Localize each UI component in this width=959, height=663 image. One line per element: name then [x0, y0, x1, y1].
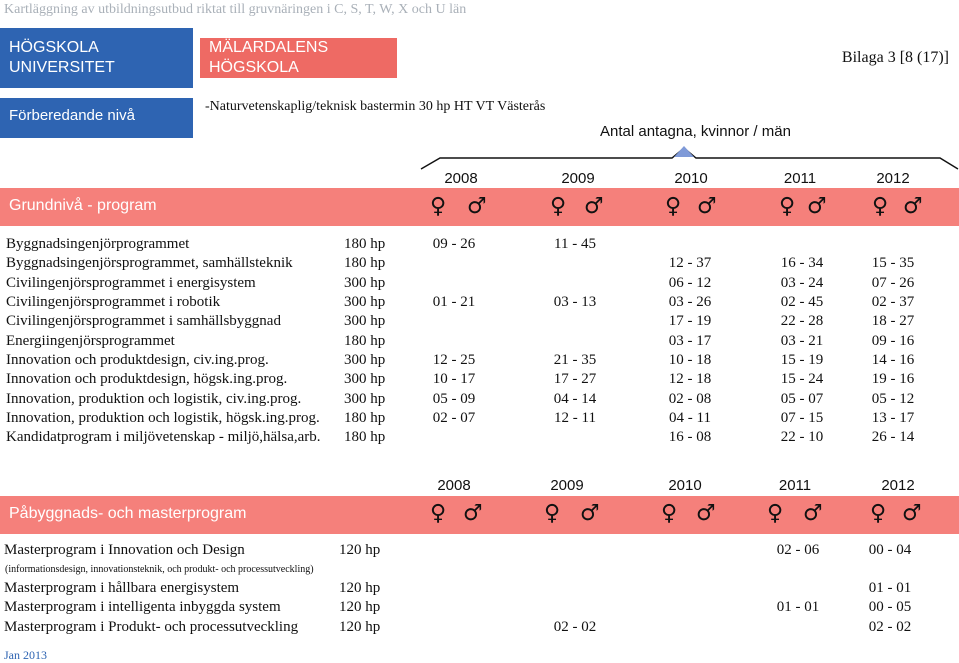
year-2012: 2012	[876, 170, 910, 187]
table-cell-admitted: 03 - 21	[780, 333, 824, 349]
table-cell-admitted: 15 - 24	[780, 371, 824, 387]
table-cell-admitted: 14 - 16	[871, 352, 915, 368]
table-cell-admitted: 00 - 05	[868, 599, 912, 615]
table-row-name: Innovation och produktdesign, civ.ing.prog.	[6, 352, 269, 368]
table-cell-admitted: 04 - 11	[669, 410, 711, 426]
document-title: Kartläggning av utbildningsutbud riktat till gruvnäringen i C, S, T, W, X och U län	[4, 2, 467, 17]
table-cell-admitted: 05 - 09	[432, 391, 476, 407]
female-icon: ♀	[661, 501, 678, 526]
male-icon: ♂	[696, 501, 716, 526]
table-cell-admitted: 07 - 26	[871, 275, 915, 291]
year-2008: 2008	[437, 477, 471, 494]
pab-band-label: Påbyggnads- och masterprogram	[9, 505, 247, 522]
male-icon: ♂	[803, 501, 823, 526]
female-icon: ♀	[872, 194, 889, 219]
female-icon: ♀	[430, 501, 447, 526]
table-cell-admitted: 01 - 01	[776, 599, 820, 615]
table-cell-admitted: 22 - 10	[780, 429, 824, 445]
table-row-name: Civilingenjörsprogrammet i robotik	[6, 294, 221, 310]
female-icon: ♀	[544, 501, 561, 526]
male-icon: ♂	[697, 194, 717, 219]
table-cell-admitted: 18 - 27	[871, 313, 915, 329]
table-row-credits: 300 hp	[344, 371, 386, 387]
table-row-name: Innovation, produktion och logistik, civ.ing.prog.	[6, 391, 302, 407]
table-cell-admitted: 09 - 26	[432, 236, 476, 252]
table-cell-admitted: 12 - 25	[432, 352, 476, 368]
table-cell-admitted: 07 - 15	[780, 410, 824, 426]
year-2010: 2010	[668, 477, 702, 494]
table-cell-admitted: 03 - 17	[668, 333, 712, 349]
table-cell-admitted: 02 - 08	[668, 391, 712, 407]
table-cell-admitted: 17 - 27	[553, 371, 597, 387]
table-cell-admitted: 04 - 14	[553, 391, 597, 407]
female-icon: ♀	[550, 194, 567, 219]
table-row-name: Civilingenjörsprogrammet i energisystem	[6, 275, 256, 291]
table-row-credits: 300 hp	[344, 391, 386, 407]
year-2009: 2009	[561, 170, 595, 187]
master-design-note: (informationsdesign, innovationsteknik, och produkt- och processutveckling)	[5, 564, 314, 575]
table-row-name: Energiingenjörsprogrammet	[6, 333, 175, 349]
table-cell-admitted: 19 - 16	[871, 371, 915, 387]
table-cell-admitted: 00 - 04	[868, 542, 912, 558]
table-cell-admitted: 26 - 14	[871, 429, 915, 445]
year-2009: 2009	[550, 477, 584, 494]
table-cell-admitted: 02 - 45	[780, 294, 824, 310]
table-row-credits: 120 hp	[339, 599, 381, 615]
female-icon: ♀	[779, 194, 796, 219]
grund-band-label: Grundnivå - program	[9, 197, 157, 214]
male-icon: ♂	[902, 501, 922, 526]
table-cell-admitted: 09 - 16	[871, 333, 915, 349]
table-cell-admitted: 10 - 17	[432, 371, 476, 387]
table-cell-admitted: 11 - 45	[554, 236, 596, 252]
female-icon: ♀	[870, 501, 887, 526]
table-row-name: Masterprogram i Innovation och Design	[4, 542, 245, 558]
table-cell-admitted: 15 - 19	[780, 352, 824, 368]
table-cell-admitted: 05 - 07	[780, 391, 824, 407]
female-icon: ♀	[430, 194, 447, 219]
table-cell-admitted: 01 - 01	[868, 580, 912, 596]
male-icon: ♂	[584, 194, 604, 219]
bracket-decoration	[420, 140, 959, 170]
footer-date: Jan 2013	[4, 648, 47, 662]
table-cell-admitted: 03 - 26	[668, 294, 712, 310]
table-row-credits: 300 hp	[344, 275, 386, 291]
table-cell-admitted: 02 - 07	[432, 410, 476, 426]
table-row-credits: 300 hp	[344, 313, 386, 329]
year-2010: 2010	[674, 170, 708, 187]
university-logo	[0, 28, 193, 88]
table-cell-admitted: 10 - 18	[668, 352, 712, 368]
university-logo-line-1: HÖGSKOLA	[9, 39, 99, 56]
table-cell-admitted: 02 - 37	[871, 294, 915, 310]
table-cell-admitted: 15 - 35	[871, 255, 915, 271]
table-row-name: Civilingenjörsprogrammet i samhällsbyggnad	[6, 313, 281, 329]
year-2012: 2012	[881, 477, 915, 494]
table-cell-admitted: 16 - 34	[780, 255, 824, 271]
table-cell-admitted: 17 - 19	[668, 313, 712, 329]
year-2011: 2011	[783, 170, 817, 187]
female-icon: ♀	[665, 194, 682, 219]
male-icon: ♂	[463, 501, 483, 526]
year-2008: 2008	[444, 170, 478, 187]
male-icon: ♂	[807, 194, 827, 219]
male-icon: ♂	[467, 194, 487, 219]
table-cell-admitted: 03 - 13	[553, 294, 597, 310]
table-cell-admitted: 21 - 35	[553, 352, 597, 368]
table-cell-admitted: 01 - 21	[432, 294, 476, 310]
table-row-name: Masterprogram i hållbara energisystem	[4, 580, 240, 596]
table-cell-admitted: 03 - 24	[780, 275, 824, 291]
table-row-credits: 180 hp	[344, 410, 386, 426]
prep-level-label: Förberedande nivå	[9, 107, 135, 124]
table-row-credits: 120 hp	[339, 619, 381, 635]
table-row-credits: 180 hp	[344, 255, 386, 271]
table-cell-admitted: 05 - 12	[871, 391, 915, 407]
mdh-logo	[200, 38, 397, 78]
table-row-name: Byggnadsingenjörprogrammet	[6, 236, 190, 252]
year-2011: 2011	[778, 477, 812, 494]
table-row-credits: 300 hp	[344, 352, 386, 368]
female-icon: ♀	[767, 501, 784, 526]
male-icon: ♂	[903, 194, 923, 219]
appendix-label: Bilaga 3 [8 (17)]	[841, 49, 949, 66]
table-row-credits: 120 hp	[339, 542, 381, 558]
table-cell-admitted: 02 - 02	[868, 619, 912, 635]
prep-level-text: -Naturvetenskaplig/teknisk bastermin 30 hp HT VT Västerås	[205, 99, 546, 114]
table-cell-admitted: 02 - 02	[553, 619, 597, 635]
mdh-logo-line-1: MÄLARDALENS	[209, 39, 329, 56]
table-cell-admitted: 06 - 12	[668, 275, 712, 291]
table-row-credits: 120 hp	[339, 580, 381, 596]
table-row-credits: 180 hp	[344, 236, 386, 252]
table-row-name: Masterprogram i Produkt- och processutveckling	[4, 619, 299, 635]
table-cell-admitted: 12 - 11	[554, 410, 596, 426]
university-logo-line-2: UNIVERSITET	[9, 59, 115, 76]
table-cell-admitted: 22 - 28	[780, 313, 824, 329]
table-row-name: Innovation och produktdesign, högsk.ing.prog.	[6, 371, 288, 387]
table-row-name: Masterprogram i intelligenta inbyggda system	[4, 599, 281, 615]
table-cell-admitted: 16 - 08	[668, 429, 712, 445]
table-cell-admitted: 13 - 17	[871, 410, 915, 426]
table-row-name: Byggnadsingenjörsprogrammet, samhällsteknik	[6, 255, 293, 271]
table-row-name: Innovation, produktion och logistik, högsk.ing.prog.	[6, 410, 320, 426]
table-row-credits: 300 hp	[344, 294, 386, 310]
mdh-logo-line-2: HÖGSKOLA	[209, 59, 299, 76]
table-cell-admitted: 12 - 18	[668, 371, 712, 387]
table-row-credits: 180 hp	[344, 429, 386, 445]
table-row-credits: 180 hp	[344, 333, 386, 349]
admissions-label: Antal antagna, kvinnor / män	[600, 123, 791, 140]
table-cell-admitted: 12 - 37	[668, 255, 712, 271]
table-row-name: Kandidatprogram i miljövetenskap - miljö,hälsa,arb.	[6, 429, 321, 445]
male-icon: ♂	[580, 501, 600, 526]
table-cell-admitted: 02 - 06	[776, 542, 820, 558]
